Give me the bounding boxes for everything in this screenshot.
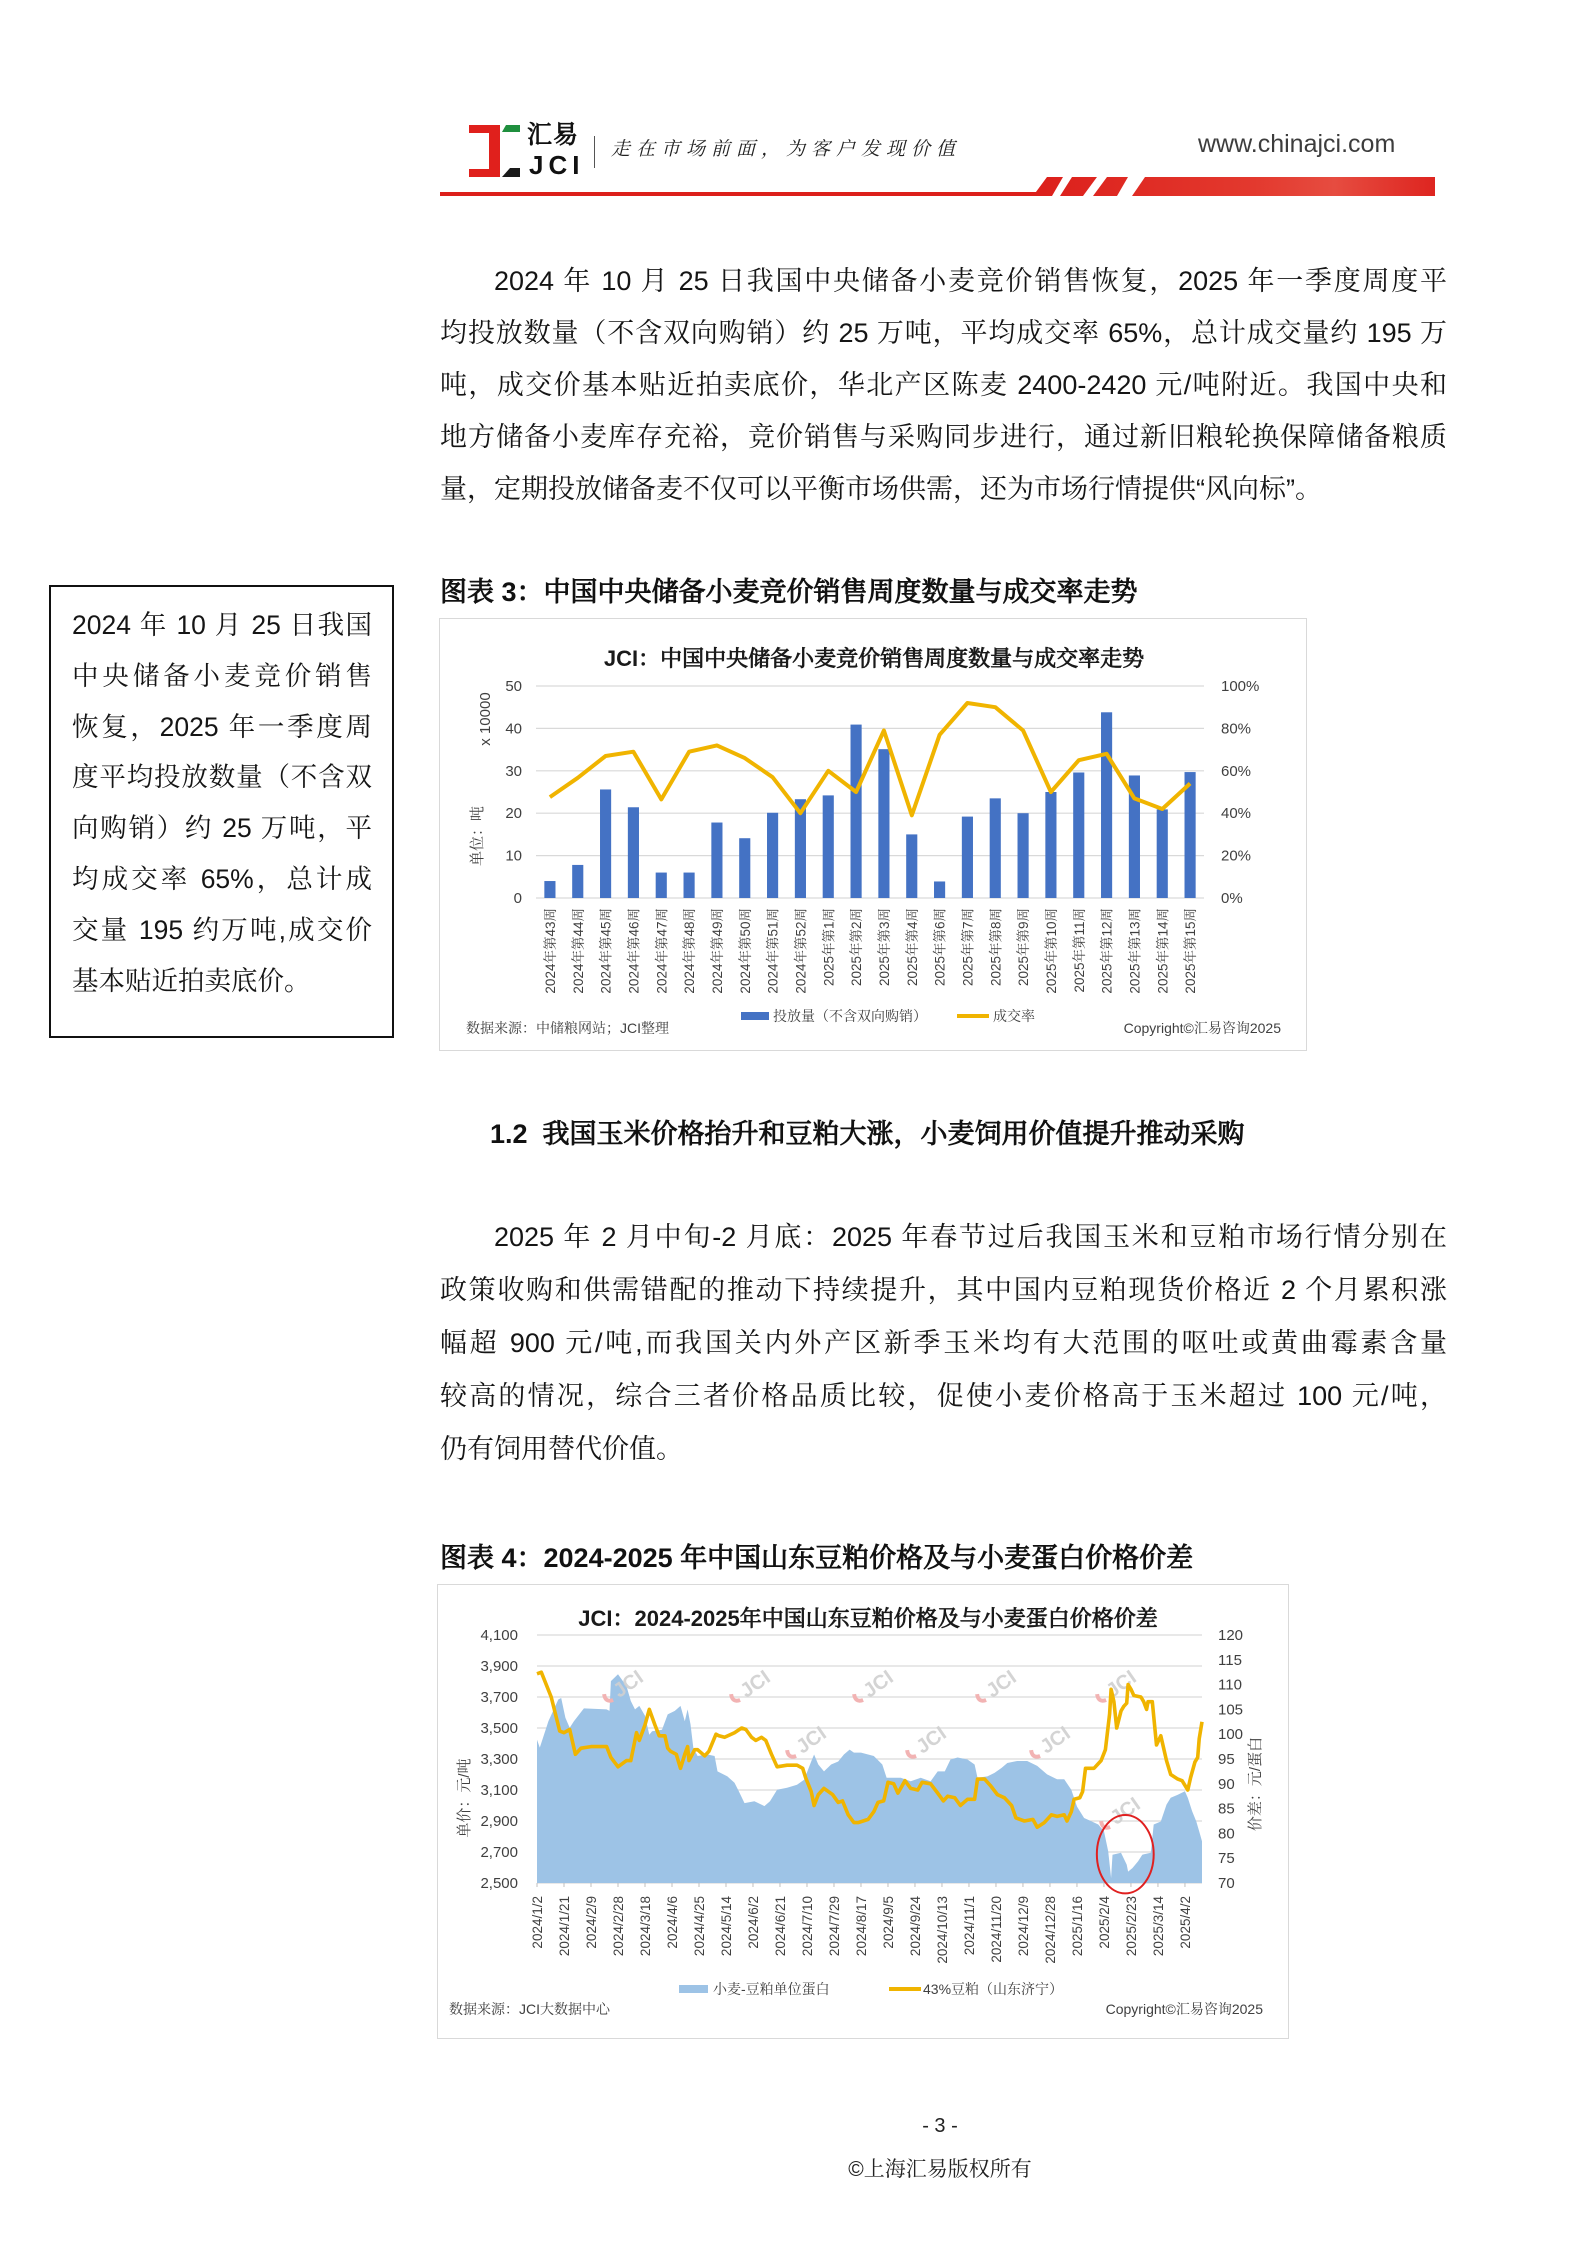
bar [544, 881, 555, 898]
bar [572, 865, 583, 898]
y-left-tick-label: 40 [505, 720, 522, 738]
x-tick-label: 2025年第2周 [849, 908, 865, 987]
figure-3-caption: 图表 3：中国中央储备小麦竞价销售周度数量与成交率走势 [440, 577, 1138, 607]
x-tick-label: 2024年第52周 [793, 908, 809, 994]
y-left-tick-label: 0 [513, 890, 522, 907]
bar [851, 725, 862, 898]
x-tick-label: 2024/3/18 [637, 1896, 653, 1957]
text-line: 2024 年 10 月 25 日我国中央储备小麦竞价销售恢复，2025 年一季度周度平 [494, 266, 1447, 296]
x-tick-label: 2024/4/25 [691, 1896, 707, 1957]
bar [711, 823, 722, 898]
x-tick-label: 2025年第14周 [1155, 908, 1171, 994]
legend-label-bar: 投放量（不含双向购销） [773, 1008, 927, 1024]
bar [1101, 712, 1112, 898]
y-right-tick-label: 110 [1218, 1676, 1242, 1694]
page-number: - 3 - [922, 2115, 958, 2137]
x-tick-label: 2024/2/28 [610, 1896, 626, 1957]
legend-swatch-bar [741, 1012, 769, 1020]
y-axis-scale-label: x 10000 [477, 692, 494, 746]
text-line: 均投放数量（不含双向购销）约 25 万吨，平均成交率 65%，总计成交量约 195 万 [440, 318, 1447, 348]
chart-source: 数据来源：中储粮网站；JCI整理 [466, 1020, 669, 1036]
chart-title: JCI：2024-2025年中国山东豆粕价格及与小麦蛋白价格价差 [578, 1606, 1158, 1631]
x-tick-label: 2025/3/14 [1150, 1896, 1166, 1957]
bar [684, 873, 695, 898]
x-tick-label: 2025/1/16 [1069, 1896, 1085, 1957]
bar [656, 873, 667, 898]
jci-watermark-icon [973, 1666, 1020, 1708]
chart-copyright: Copyright©汇易咨询2025 [1105, 2001, 1263, 2017]
watermark-text: JCI [792, 1722, 831, 1759]
text-line: 度平均投放数量（不含双 [72, 762, 372, 793]
bar [1018, 813, 1029, 898]
jci-logo-icon [466, 122, 522, 180]
x-tick-label: 2025年第4周 [904, 908, 920, 987]
y-right-tick-label: 115 [1218, 1651, 1242, 1669]
x-tick-label: 2025年第8周 [988, 908, 1004, 987]
y-right-tick-label: 90 [1218, 1775, 1235, 1793]
x-tick-label: 2024/4/6 [664, 1896, 680, 1949]
y-right-tick-label: 105 [1218, 1701, 1244, 1719]
x-tick-label: 2024/9/5 [880, 1896, 896, 1949]
y-right-tick-label: 0% [1221, 890, 1243, 907]
bar [934, 881, 945, 898]
chart-figure-3 [439, 618, 1307, 1051]
text-line: 幅超 900 元/吨,而我国关内外产区新季玉米均有大范围的呕吐或黄曲霉素含量 [440, 1328, 1447, 1358]
x-tick-label: 2024年第44周 [570, 908, 586, 994]
y-left-tick-label: 30 [505, 762, 522, 780]
text-line: 中央储备小麦竞价销售 [72, 660, 372, 691]
x-tick-label: 2024/6/2 [745, 1896, 761, 1949]
bar [1185, 772, 1196, 898]
bar [1073, 772, 1084, 898]
bar [739, 838, 750, 898]
text-line: 政策收购和供需错配的推动下持续提升，其中国内豆粕现货价格近 2 个月累积涨 [440, 1275, 1447, 1305]
paragraph-corn-soymeal [440, 1211, 1447, 1476]
text-line: 地方储备小麦库存充裕，竞价销售与采购同步进行，通过新旧粮轮换保障储备粮质 [440, 422, 1447, 452]
text-line: 吨，成交价基本贴近拍卖底价，华北产区陈麦 2400-2420 元/吨附近。我国中央和 [440, 370, 1447, 400]
x-tick-label: 2024/1/21 [556, 1896, 572, 1957]
section-heading: 1.2 我国玉米价格抬升和豆粕大涨，小麦饲用价值提升推动采购 [490, 1119, 1245, 1149]
y-left-tick-label: 50 [505, 678, 522, 695]
jci-watermark-icon [1093, 1666, 1140, 1708]
x-tick-label: 2024/11/1 [961, 1896, 977, 1956]
y-axis-unit-label: 单位：吨 [469, 805, 486, 867]
watermark-text: JCI [912, 1722, 951, 1759]
y-left-tick-label: 3,100 [480, 1782, 518, 1799]
x-tick-label: 2024/1/2 [530, 1896, 545, 1949]
x-tick-label: 2024年第46周 [626, 908, 642, 994]
x-tick-label: 2024年第45周 [598, 908, 614, 994]
header-red-band [440, 175, 1448, 199]
paragraph-reserve-auction [440, 255, 1447, 515]
x-tick-label: 2025年第11周 [1071, 908, 1087, 993]
x-tick-label: 2024年第47周 [654, 908, 670, 994]
watermark-text: JCI [1102, 1666, 1141, 1703]
y-right-tick-label: 100% [1221, 678, 1260, 695]
jci-watermark-icon [850, 1666, 897, 1708]
x-tick-label: 2025年第15周 [1183, 908, 1199, 994]
text-line: 仍有饲用替代价值。 [440, 1434, 683, 1464]
chart-copyright: Copyright©汇易咨询2025 [1123, 1020, 1281, 1036]
y-left-tick-label: 3,300 [480, 1751, 518, 1768]
x-tick-label: 2025年第12周 [1099, 908, 1115, 994]
text-line: 均成交率 65%，总计成 [72, 863, 372, 894]
watermark-text: JCI [609, 1666, 648, 1703]
y-right-tick-label: 60% [1221, 762, 1252, 780]
legend-swatch-area [679, 1985, 708, 1993]
y-right-tick-label: 100 [1218, 1726, 1244, 1744]
spread-area [537, 1674, 1202, 1883]
bar [823, 795, 834, 898]
summary-sidebox [49, 585, 394, 1038]
chart-title: JCI：中国中央储备小麦竞价销售周度数量与成交率走势 [603, 646, 1145, 671]
x-tick-label: 2024/9/24 [907, 1896, 923, 1957]
x-tick-label: 2024年第49周 [709, 908, 725, 994]
text-line: 2024 年 10 月 25 日我国 [72, 610, 372, 640]
bar [767, 813, 778, 898]
y-left-tick-label: 20 [505, 805, 522, 823]
y-left-tick-label: 3,700 [480, 1689, 518, 1706]
x-tick-label: 2024年第51周 [765, 908, 781, 994]
x-tick-label: 2024/7/10 [799, 1896, 815, 1957]
text-line: 较高的情况，综合三者价格品质比较，促使小麦价格高于玉米超过 100 元/吨， [440, 1381, 1447, 1411]
bar [990, 798, 1001, 898]
chart-figure-4 [437, 1584, 1289, 2039]
x-tick-label: 2025年第3周 [876, 908, 892, 987]
x-tick-label: 2024/7/29 [826, 1896, 842, 1957]
brand-name-en: JCI [529, 150, 585, 180]
y-right-tick-label: 120 [1218, 1627, 1244, 1644]
watermark-text: JCI [1036, 1722, 1075, 1759]
bar [962, 817, 973, 898]
footer-copyright: ©上海汇易版权所有 [848, 2158, 1032, 2181]
bar [1157, 809, 1168, 898]
x-tick-label: 2024/11/20 [988, 1896, 1004, 1963]
chart-source: 数据来源：JCI大数据中心 [449, 2001, 610, 2017]
y-left-tick-label: 2,900 [480, 1813, 518, 1830]
x-tick-label: 2025年第10周 [1043, 908, 1059, 994]
bar [878, 749, 889, 898]
x-tick-label: 2025年第7周 [960, 908, 976, 987]
x-tick-label: 2024年第48周 [682, 908, 698, 994]
text-line: 量，定期投放储备麦不仅可以平衡市场供需，还为市场行情提供“风向标”。 [440, 474, 1322, 504]
x-tick-label: 2025年第6周 [932, 908, 948, 987]
watermark-mark [1030, 1748, 1040, 1759]
x-tick-label: 2024/10/13 [934, 1896, 950, 1964]
chart-auction-volume-rate [440, 619, 1308, 1052]
watermark-text: JCI [982, 1666, 1021, 1703]
y-left-tick-label: 2,700 [480, 1844, 518, 1861]
x-tick-label: 2024/6/21 [772, 1896, 788, 1957]
x-tick-label: 2024/5/14 [718, 1896, 734, 1957]
chart-soymeal-price-spread [438, 1585, 1290, 2040]
y-right-tick-label: 85 [1218, 1800, 1235, 1818]
x-tick-label: 2025年第13周 [1127, 908, 1143, 994]
website-link[interactable]: www.chinajci.com [1198, 130, 1396, 158]
y-left-tick-label: 4,100 [480, 1627, 518, 1644]
x-tick-label: 2024年第43周 [542, 908, 558, 994]
legend-label-area: 小麦-豆粕单位蛋白 [713, 1981, 830, 1997]
watermark-text: JCI [736, 1666, 775, 1703]
bar [1045, 792, 1056, 898]
x-tick-label: 2024年第50周 [737, 908, 753, 994]
y-left-tick-label: 3,900 [480, 1658, 518, 1675]
legend-label-line: 成交率 [993, 1008, 1035, 1024]
y-right-tick-label: 95 [1218, 1751, 1235, 1768]
text-line: 交量 195 约万吨,成交价 [72, 914, 372, 945]
x-tick-label: 2025年第1周 [821, 908, 837, 987]
figure-4-caption: 图表 4：2024-2025 年中国山东豆粕价格及与小麦蛋白价格价差 [440, 1543, 1194, 1573]
x-tick-label: 2025/2/4 [1096, 1896, 1112, 1949]
y-right-tick-label: 40% [1221, 805, 1252, 823]
header-divider [594, 136, 595, 168]
text-line: 2025 年 2 月中旬-2 月底：2025 年春节过后我国玉米和豆粕市场行情分别在 [494, 1222, 1447, 1252]
text-line: 向购销）约 25 万吨，平 [72, 813, 372, 844]
legend-label-line: 43%豆粕（山东济宁） [923, 1981, 1064, 1997]
watermark-mark [906, 1748, 916, 1759]
x-tick-label: 2025年第9周 [1016, 908, 1032, 987]
text-line: 恢复，2025 年一季度周 [72, 711, 372, 742]
y-left-tick-label: 10 [505, 847, 522, 865]
text-line: 基本贴近拍卖底价。 [72, 965, 311, 996]
x-tick-label: 2025/2/23 [1123, 1896, 1139, 1957]
watermark-text: JCI [1106, 1793, 1145, 1830]
y-left-axis-title: 单价：元/吨 [456, 1758, 473, 1838]
x-tick-label: 2024/12/28 [1042, 1896, 1058, 1964]
x-tick-label: 2025/4/2 [1177, 1896, 1193, 1949]
brand-slogan: 走在市场前面，为客户发现价值 [611, 138, 962, 160]
y-right-axis-title: 价差：元/蛋白 [1247, 1736, 1264, 1832]
y-right-tick-label: 75 [1218, 1850, 1235, 1868]
x-tick-label: 2024/8/17 [853, 1896, 869, 1957]
y-left-tick-label: 3,500 [480, 1720, 518, 1737]
y-right-tick-label: 20% [1221, 847, 1252, 865]
rate-line [550, 703, 1190, 815]
y-right-tick-label: 70 [1218, 1875, 1235, 1892]
watermark-text: JCI [859, 1666, 898, 1703]
x-tick-label: 2024/2/9 [583, 1896, 599, 1949]
bar [906, 834, 917, 898]
y-right-tick-label: 80 [1218, 1825, 1235, 1843]
y-right-tick-label: 80% [1221, 720, 1252, 738]
bar [600, 789, 611, 898]
watermark-mark [786, 1748, 796, 1759]
brand-name-cn: 汇易 [527, 121, 580, 149]
bar [628, 807, 639, 898]
jci-watermark-icon [727, 1666, 774, 1708]
y-left-tick-label: 2,500 [480, 1875, 518, 1892]
x-tick-label: 2024/12/9 [1015, 1896, 1031, 1957]
